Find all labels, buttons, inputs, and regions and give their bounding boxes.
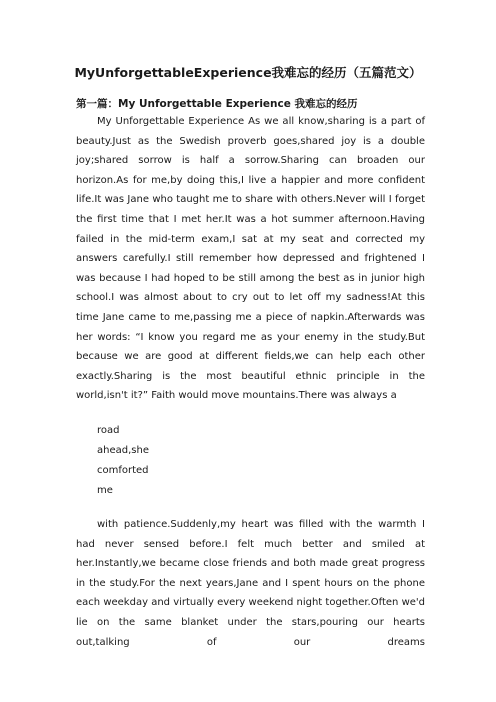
document-title: MyUnforgettableExperience我难忘的经历（五篇范文） (74, 65, 422, 80)
paragraph-1: My Unforgettable Experience As we all know,sharing is a part of beauty.Just as the Swedish proverb goes,shared joy is a double joy;shared sorrow is half a sorrow.Sharing can broaden our horizon.As for me,by doing this,I live a happier and more confident life.It was Jane who taught me to share with others.Never will I forget the first time that I met her.It was a hot summer afternoon.Having failed in the mid-term exam,I sat at my seat and corrected my answers carefully.I still remember how depressed and frightened I was because I had hoped to be still among the best as in junior high school.I was almost about to cry out to let off my sadness!At this time Jane came to me,passing me a piece of napkin.Afterwards was her words: “I know you regard me as your enemy in the study.But because we are good at different fields,we can help each other exactly.Sharing is the most beautiful ethnic principle in the world,isn't it?” Faith would move mountains.There was always a (76, 116, 425, 402)
short-lines-list (97, 421, 149, 501)
paragraph-2: with patience.Suddenly,my heart was filled with the warmth I had never sensed before.I felt much better and smiled at her.Instantly,we became close friends and both made great progress in the study.For the next years,Jane and I spent hours on the phone each weekday and virtually every weekend night together.Often we'd lie on the same blanket under the stars,pouring our hearts out,talking of our dreams (76, 519, 425, 648)
section-heading: 第一篇：My Unforgettable Experience 我难忘的经历 (76, 98, 358, 110)
short-line: road (97, 425, 120, 436)
short-line: comforted (97, 465, 149, 476)
short-line: ahead,she (97, 445, 149, 456)
short-line: me (97, 485, 113, 496)
